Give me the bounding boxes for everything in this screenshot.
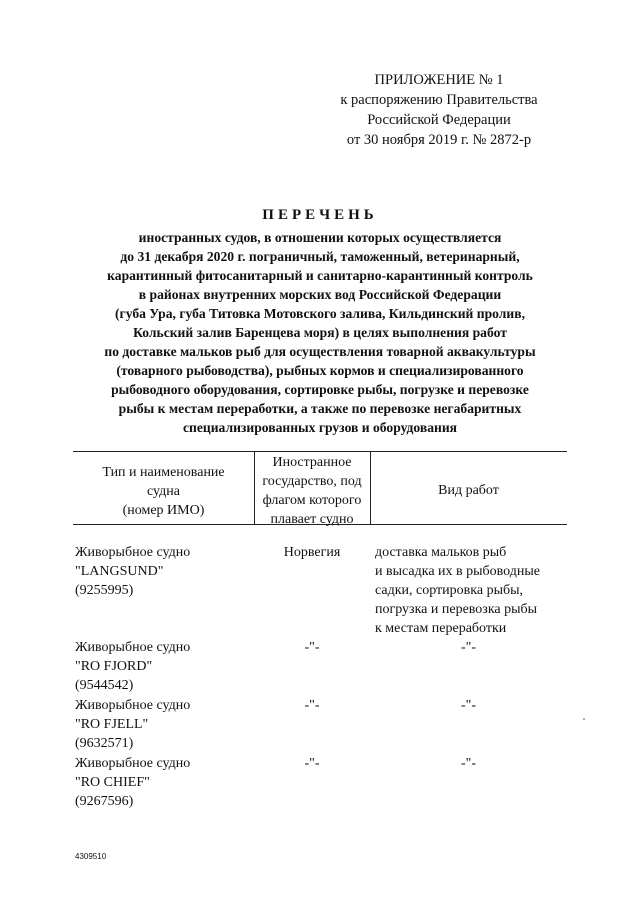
table-row-work: доставка мальков рыб и высадка их в рыбоводные садки, сортировка рыбы, погрузка и перевозка рыбы к местам переработки [375, 545, 541, 636]
subtitle-line: (товарного рыбоводства), рыбных кормов и специализированного [116, 363, 524, 378]
subtitle-line: карантинный фитосанитарный и санитарно-карантинный контроль [107, 268, 533, 283]
document-title: ПЕРЕЧЕНЬ [262, 207, 378, 223]
document-code: 4309510 [75, 852, 107, 861]
subtitle-line: в районах внутренних морских вод Российской Федерации [138, 287, 502, 302]
table-row-vessel: Живорыбное судно "RO CHIEF" (9267596) [75, 756, 191, 809]
subtitle-line: иностранных судов, в отношении которых осуществляется [138, 230, 502, 245]
appendix-block [324, 70, 554, 150]
table-row-state: -"- [304, 698, 320, 713]
subtitle-line: по доставке мальков рыб для осуществления товарной аквакультуры [104, 344, 536, 359]
subtitle-line: до 31 декабря 2020 г. пограничный, таможенный, ветеринарный, [120, 249, 520, 264]
table-top-border [73, 451, 567, 452]
table-row-state: Норвегия [283, 545, 341, 560]
table-header-state: Иностранное государство, под флагом которого плавает судно [262, 455, 362, 527]
table-row-state: -"- [304, 640, 320, 655]
table-row-vessel: Живорыбное судно "RO FJORD" (9544542) [75, 640, 191, 693]
subtitle-line: Кольский залив Баренцева моря) в целях выполнения работ [133, 325, 507, 340]
subtitle-line: рыбы к местам переработки, а также по перевозке негабаритных [118, 401, 522, 416]
table-row-state: -"- [304, 756, 320, 771]
appendix-line-federation: Российской Федерации [367, 112, 511, 128]
appendix-line-date: от 30 ноября 2019 г. № 2872-р [346, 132, 532, 148]
table-row-work: -"- [460, 698, 477, 713]
appendix-title: ПРИЛОЖЕНИЕ № 1 [374, 72, 504, 88]
scan-speck [583, 718, 585, 720]
table-row-vessel: Живорыбное судно "RO FJELL" (9632571) [75, 698, 191, 751]
subtitle-line: специализированных грузов и оборудования [182, 420, 458, 435]
document-subtitle [60, 228, 580, 437]
appendix-line-decree: к распоряжению Правительства [340, 92, 538, 108]
table-header-vessel: Тип и наименование судна (номер ИМО) [102, 465, 225, 518]
table-header-work: Вид работ [438, 483, 499, 498]
subtitle-line: (губа Ура, губа Титовка Мотовского залива, Кильдинский пролив, [115, 306, 525, 321]
table-row-work: -"- [460, 756, 477, 771]
table-row-vessel: Живорыбное судно "LANGSUND" (9255995) [75, 545, 191, 598]
subtitle-line: рыбоводного оборудования, сортировке рыбы, погрузке и перевозке [111, 382, 529, 397]
table-row-work: -"- [460, 640, 477, 655]
